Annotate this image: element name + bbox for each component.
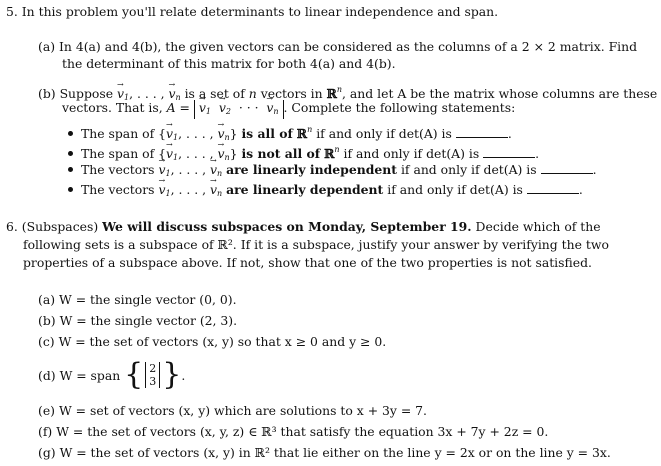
item-text: W = the single vector (0, 0).	[59, 292, 237, 307]
answer-blank	[483, 147, 535, 158]
part-text: In 4(a) and 4(b), the given vectors can be considered as the columns of a 2 × 2 matrix. Find	[59, 39, 638, 54]
announcement: We will discuss subspaces on Monday, September 19.	[102, 219, 472, 234]
problem-number: 5.	[6, 4, 18, 19]
item-text: W = the single vector (2, 3).	[59, 313, 238, 328]
item-label: (c)	[38, 334, 55, 349]
bullet-icon	[68, 131, 73, 136]
item-text: W = set of vectors (x, y) which are solutions to x + 3y = 7.	[58, 403, 427, 418]
part-5a-line1	[38, 39, 637, 54]
part-text-mid: is a set of	[184, 86, 245, 101]
part-text-pre: vectors. That is,	[62, 100, 163, 115]
subspace-item	[38, 424, 548, 439]
item-label: (d)	[38, 367, 56, 383]
real-space: ℝ$^n$	[326, 85, 343, 101]
problem-intro: In this problem you'll relate determinants to linear independence and span.	[21, 4, 499, 19]
item-label: (f)	[38, 424, 53, 439]
bullet-icon	[68, 151, 73, 156]
problem-6-line1: 6. (Subspaces) We will discuss subspaces on Monday, September 19. Decide which of the	[6, 219, 601, 234]
part-label: (b)	[38, 86, 56, 101]
part-5a-line2: the determinant of this matrix for both 4(a) and 4(b).	[62, 56, 396, 71]
problem-6-line2: following sets is a subspace of ℝ². If it is a subspace, justify your answer by verifying the two	[23, 237, 609, 252]
vector-list: → $v_1$, . . . , → $v_n$	[117, 86, 181, 101]
item-label: (e)	[38, 403, 56, 418]
column-vector: 2 3	[145, 362, 160, 388]
problem-6-line3: properties of a subspace above. If not, show that one of the two properties is not satisfied.	[23, 255, 592, 270]
item-label: (a)	[38, 292, 56, 307]
subspace-item	[38, 445, 611, 460]
subspace-item	[38, 313, 237, 328]
item-text: W = the set of vectors (x, y, z) ∈ ℝ³ that satisfy the equation 3x + 7y + 2z = 0.	[56, 424, 549, 439]
bullet-statement: The vectors → $v_1$, . . . , → $v_n$ are linearly independent if and only if det(A) is .	[68, 162, 597, 181]
bullet-statement: The vectors → $v_1$, . . . , → $v_n$ are linearly dependent if and only if det(A) is .	[68, 182, 583, 201]
part-text-pre: Suppose	[59, 86, 114, 101]
right-brace-icon: }	[162, 357, 182, 392]
item-label: (g)	[38, 445, 56, 460]
problem-5-header	[6, 4, 498, 19]
answer-blank	[456, 127, 508, 138]
item-text: W = span	[59, 367, 121, 383]
bullet-icon	[68, 187, 73, 192]
item-text: W = the set of vectors (x, y) in ℝ² that lie either on the line y = 2x or on the line y = 3x.	[59, 445, 611, 460]
part-label: (a)	[38, 39, 56, 54]
item-text: W = the set of vectors (x, y) so that x ≥ 0 and y ≥ 0.	[58, 334, 387, 349]
part-5b-line2: vectors. That is, A = → $v_1 \to v_2$ · · · → $v_n$ . Complete the following statements:	[62, 100, 515, 119]
answer-blank	[541, 163, 593, 174]
bullet-icon	[68, 167, 73, 172]
part-text-end: , and let A be the matrix whose columns are these	[342, 86, 658, 101]
bullet-statement: The span of {→ $v_1$, . . . , → $v_n$} is all of ℝ$^n$ if and only if det(A) is .	[68, 122, 512, 145]
matrix-A: → $v_1 \to v_2$ · · · → $v_n$	[194, 100, 284, 119]
part-text-post: vectors in	[260, 86, 323, 101]
problem-number: 6.	[6, 219, 18, 234]
answer-blank	[527, 183, 579, 194]
bullet-statement: The span of {→ $v_1$, . . . , → $v_n$} is not all of ℝ$^n$ if and only if det(A) is .	[68, 142, 539, 165]
var-n: n	[248, 86, 257, 101]
subspace-item	[38, 334, 386, 349]
subspace-item-d: (d) W = span { 2 3 } .	[38, 357, 186, 392]
item-label: (b)	[38, 313, 56, 328]
part-text-post: . Complete the following statements:	[283, 100, 516, 115]
subspace-item	[38, 403, 427, 418]
subspace-item	[38, 292, 237, 307]
left-brace-icon: {	[124, 357, 144, 392]
